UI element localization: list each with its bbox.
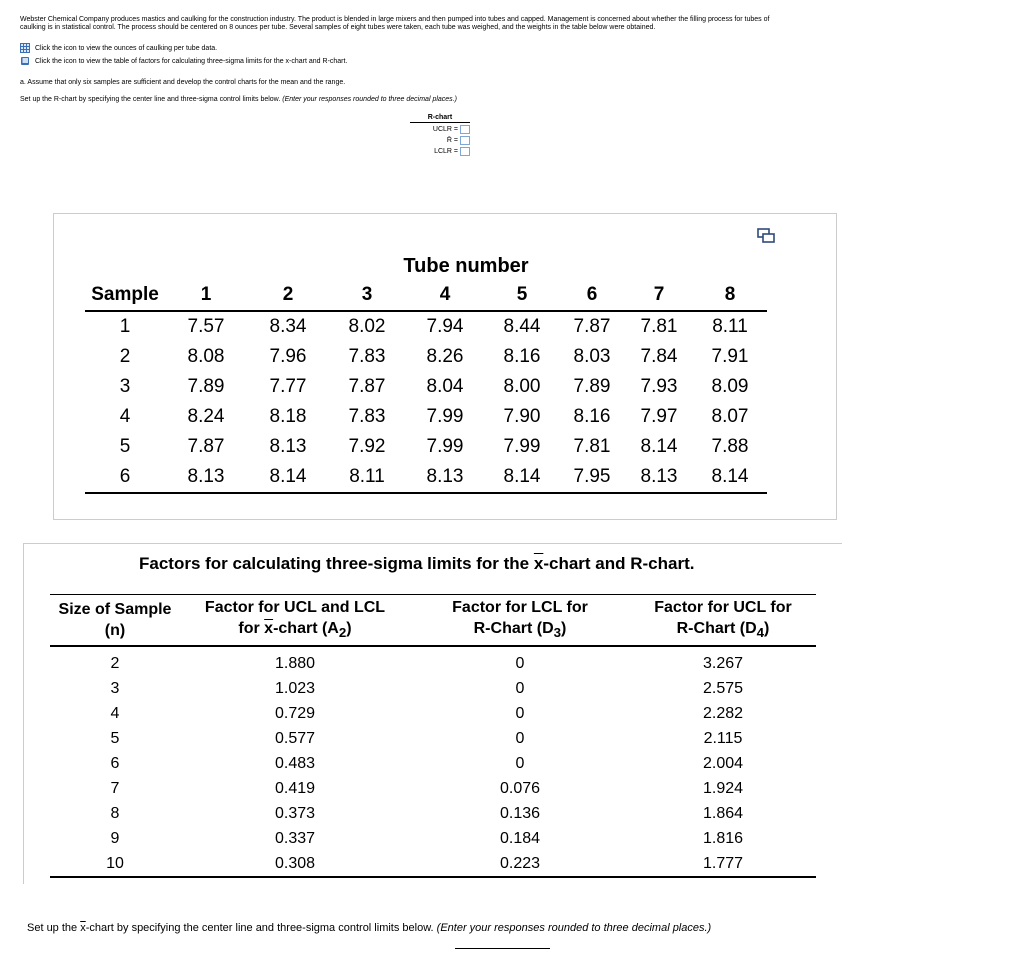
tube-weight-cell: 8.08 [187, 346, 225, 367]
d3-header [410, 595, 630, 647]
h4b: R-Chart (D [676, 620, 757, 637]
tube-weight-cell: 8.34 [269, 316, 307, 337]
h4sub: 4 [756, 625, 765, 641]
tube-weight-cell: 7.97 [640, 406, 678, 427]
factor-cell-d3: 0 [515, 679, 525, 697]
tube-weight-cell: 7.92 [348, 436, 386, 457]
tube-column-header: 5 [516, 284, 528, 305]
tube-weight-cell: 7.89 [187, 376, 225, 397]
r-bar-row [410, 135, 470, 145]
factor-cell-a2: 1.023 [274, 679, 316, 697]
factor-cell-a2: 0.308 [274, 854, 316, 872]
tube-weight-cell: 7.88 [711, 436, 749, 457]
table-row [85, 432, 767, 462]
factor-cell-a2: 0.729 [274, 704, 316, 722]
sample-number-cell: 6 [119, 466, 131, 487]
rchart-title: R-chart [410, 114, 470, 123]
tube-weight-cell: 8.13 [426, 466, 464, 487]
tube-weight-cell: 7.91 [711, 346, 749, 367]
tube-weight-cell: 7.87 [573, 316, 611, 337]
sample-number-cell: 2 [119, 346, 131, 367]
h2end: ) [346, 620, 352, 637]
factor-cell-d4: 3.267 [702, 654, 744, 672]
tube-column-header: 4 [439, 284, 451, 305]
tube-weight-cell: 8.09 [711, 376, 749, 397]
factors-table [50, 594, 816, 878]
sample-number-cell: 5 [119, 436, 131, 457]
factor-cell-n: 9 [110, 829, 120, 847]
h3sub: 3 [553, 625, 562, 641]
tube-weight-cell: 8.24 [187, 406, 225, 427]
factor-cell-n: 10 [106, 854, 124, 872]
tube-weight-cell: 7.81 [640, 316, 678, 337]
tube-weight-cell: 8.00 [503, 376, 541, 397]
table-row [50, 801, 816, 826]
tube-weight-cell: 8.26 [426, 346, 464, 367]
d4-header [630, 595, 816, 647]
table-row [50, 726, 816, 751]
h4end: ) [764, 620, 770, 637]
factor-cell-a2: 0.419 [274, 779, 316, 797]
tube-column-header: 7 [653, 284, 665, 305]
xchart-instruction-emph: (Enter your responses rounded to three decimal places.) [436, 922, 712, 934]
factor-cell-d4: 1.924 [702, 779, 744, 797]
factor-cell-d3: 0 [515, 654, 525, 672]
table-row [85, 311, 767, 342]
a2-header [180, 595, 410, 647]
tube-weight-cell: 7.93 [640, 376, 678, 397]
rchart-instruction-emph: (Enter your responses rounded to three decimal places.) [282, 96, 457, 103]
factor-cell-d4: 2.004 [702, 754, 744, 772]
xchart-form-header-rule [455, 948, 550, 949]
factors-title-x: $\overline{x}$ [533, 554, 544, 573]
tube-weight-cell: 7.81 [573, 436, 611, 457]
factor-cell-d3: 0.184 [499, 829, 541, 847]
factor-cell-a2: 0.483 [274, 754, 316, 772]
r-bar-input[interactable] [460, 136, 470, 145]
table-row [50, 646, 816, 676]
tube-weight-cell: 7.77 [269, 376, 307, 397]
tube-weight-cell: 8.13 [640, 466, 678, 487]
r-bar-label: R̄ = [446, 136, 458, 144]
h2sub: 2 [338, 625, 347, 641]
book-icon[interactable] [20, 56, 30, 66]
factor-cell-d4: 1.864 [702, 804, 744, 822]
factor-cell-d4: 2.282 [702, 704, 744, 722]
h3b: R-Chart (D [473, 620, 554, 637]
table-row [85, 462, 767, 493]
factor-cell-a2: 0.337 [274, 829, 316, 847]
data-link-text: Click the icon to view the ounces of caulking per tube data. [35, 44, 218, 52]
factor-cell-d4: 2.575 [702, 679, 744, 697]
factors-title-post: -chart and R-chart. [543, 554, 695, 573]
sample-number-cell: 4 [119, 406, 131, 427]
h4a: Factor for UCL for [654, 599, 792, 616]
tube-weight-cell: 8.13 [269, 436, 307, 457]
table-row [50, 676, 816, 701]
tube-column-header: 1 [200, 284, 212, 305]
tube-weight-cell: 7.99 [503, 436, 541, 457]
tube-weight-cell: 7.57 [187, 316, 225, 337]
xchart-instruction-x: $\overline{x}$ [80, 922, 86, 934]
h2x: $\overline{x}$ [264, 620, 274, 637]
factor-cell-n: 2 [110, 654, 120, 672]
xchart-instruction-mid: -chart by specifying the center line and three-sigma control limits below. [85, 922, 434, 934]
factor-cell-n: 5 [110, 729, 120, 747]
tube-weight-cell: 7.99 [426, 406, 464, 427]
factor-cell-n: 8 [110, 804, 120, 822]
table-row [50, 701, 816, 726]
tube-column-header: 6 [586, 284, 598, 305]
tube-weight-cell: 8.11 [349, 466, 385, 487]
sample-column-header: Sample [91, 284, 159, 305]
factor-cell-n: 7 [110, 779, 120, 797]
table-row [50, 751, 816, 776]
table-row [50, 826, 816, 851]
tube-weight-cell: 7.99 [426, 436, 464, 457]
tube-column-header: 8 [724, 284, 736, 305]
h3end: ) [561, 620, 567, 637]
ucl-r-input[interactable] [460, 125, 470, 134]
table-grid-icon[interactable] [20, 43, 30, 53]
tube-weight-cell: 7.83 [348, 346, 386, 367]
data-link-row[interactable] [20, 43, 217, 53]
tube-weight-cell: 8.13 [187, 466, 225, 487]
tube-weight-cell: 7.96 [269, 346, 307, 367]
h2b: for [238, 620, 265, 637]
factor-cell-a2: 0.577 [274, 729, 316, 747]
tube-weight-cell: 7.84 [640, 346, 678, 367]
h1a: Size of Sample [58, 601, 172, 619]
ucl-r-label: UCLR = [432, 125, 458, 133]
tube-weight-cell: 7.83 [348, 406, 386, 427]
factor-cell-a2: 0.373 [274, 804, 316, 822]
tube-column-header: 2 [282, 284, 294, 305]
copy-icon[interactable] [757, 228, 775, 244]
tube-weight-cell: 8.02 [348, 316, 386, 337]
intro-line-2: caulking is in statistical control. The process should be centered on 8 ounces per tube. Several samples of eight tubes were taken, each tube was weighed, and the weights in the table below were obtained. [20, 24, 656, 31]
factor-cell-d3: 0 [515, 754, 525, 772]
factors-link-row[interactable] [20, 56, 347, 66]
part-a-text: a. Assume that only six samples are sufficient and develop the control charts for the mean and the range. [20, 79, 346, 86]
factors-title-pre: Factors for calculating three-sigma limits for the [139, 554, 534, 573]
factor-cell-d4: 1.816 [702, 829, 744, 847]
ucl-r-row [410, 124, 470, 134]
h3a: Factor for LCL for [452, 599, 588, 616]
tube-weight-cell: 8.18 [269, 406, 307, 427]
lcl-r-row [410, 146, 470, 156]
rchart-instruction [20, 96, 457, 104]
tube-weight-cell: 8.03 [573, 346, 611, 367]
tube-weight-cell: 8.14 [269, 466, 307, 487]
tube-weight-cell: 7.89 [573, 376, 611, 397]
tube-weight-cell: 8.14 [503, 466, 541, 487]
h2a: Factor for UCL and LCL [204, 599, 386, 616]
table-row [85, 402, 767, 432]
tube-weight-cell: 8.04 [426, 376, 464, 397]
factor-cell-n: 4 [110, 704, 120, 722]
factor-cell-n: 6 [110, 754, 120, 772]
lcl-r-input[interactable] [460, 147, 470, 156]
tube-weight-cell: 8.16 [503, 346, 541, 367]
factor-cell-d3: 0.076 [499, 779, 541, 797]
factor-cell-d4: 2.115 [703, 729, 743, 747]
tube-weight-cell: 7.87 [187, 436, 225, 457]
factor-cell-d3: 0.223 [499, 854, 541, 872]
tube-weight-cell: 8.16 [573, 406, 611, 427]
tube-weight-cell: 8.14 [711, 466, 749, 487]
rchart-instruction-lead: Set up the R-chart by specifying the center line and three-sigma control limits below. [20, 96, 281, 103]
sample-number-cell: 1 [119, 316, 131, 337]
intro-line-1: Webster Chemical Company produces mastics and caulking for the construction industry. The product is blended in large mixers and then pumped into tubes and capped. Management is concerned about whether the filling process for tubes of [20, 16, 770, 23]
lcl-r-label: LCLR = [434, 147, 458, 155]
tube-column-header: 3 [361, 284, 373, 305]
tube-weight-cell: 8.11 [712, 316, 748, 337]
factor-cell-d3: 0 [515, 729, 525, 747]
table-row [85, 342, 767, 372]
tube-weight-cell: 8.44 [503, 316, 541, 337]
table-row [50, 851, 816, 877]
sample-size-header [50, 595, 180, 647]
factor-cell-d4: 1.777 [702, 854, 744, 872]
h1b: (n) [104, 622, 126, 640]
tube-weight-cell: 8.14 [640, 436, 678, 457]
factor-cell-a2: 1.880 [274, 654, 316, 672]
sample-number-cell: 3 [119, 376, 131, 397]
factor-cell-d3: 0.136 [499, 804, 541, 822]
factor-cell-n: 3 [110, 679, 120, 697]
tube-weight-cell: 7.87 [348, 376, 386, 397]
tube-weights-table [85, 252, 767, 494]
factors-link-text: Click the icon to view the table of factors for calculating three-sigma limits for the x-chart and R-chart. [35, 57, 348, 65]
tube-weight-cell: 8.07 [711, 406, 749, 427]
problem-statement [20, 16, 1020, 32]
tube-number-header: Tube number [403, 254, 529, 277]
rchart-form [410, 114, 470, 156]
xchart-instruction-pre: Set up the [27, 922, 81, 934]
tube-weight-cell: 7.95 [573, 466, 611, 487]
table-row [50, 776, 816, 801]
xchart-instruction [27, 922, 711, 934]
h2c: -chart (A [273, 620, 339, 637]
factor-cell-d3: 0 [515, 704, 525, 722]
tube-weight-cell: 7.94 [426, 316, 464, 337]
tube-weight-cell: 7.90 [503, 406, 541, 427]
table-row [85, 372, 767, 402]
factors-title [139, 554, 694, 574]
